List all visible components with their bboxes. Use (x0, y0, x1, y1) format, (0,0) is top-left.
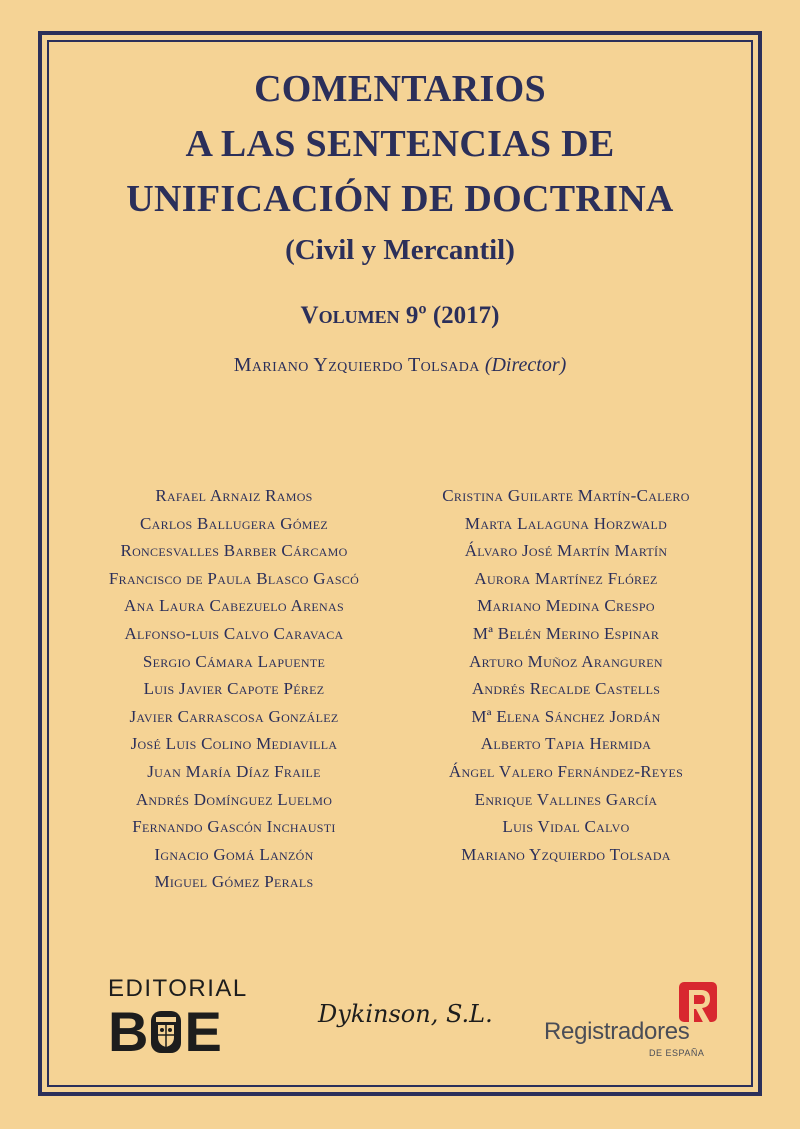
author-name: Sergio Cámara Lapuente (142, 651, 326, 671)
author-name: Miguel Gómez Perals (154, 872, 314, 892)
author-name: Ignacio Gomá Lanzón (154, 844, 314, 864)
author-name: Cristina Guilarte Martín-Calero (442, 486, 690, 505)
author-name: Mariano Medina Crespo (477, 596, 655, 616)
author-name: Arturo Muñoz Aranguren (469, 651, 663, 671)
author-name: Andrés Recalde Castells (471, 679, 661, 699)
editorial-boe-logo (108, 975, 248, 1063)
coat-of-arms-icon (149, 1009, 183, 1055)
title-line-1: COMENTARIOS (254, 68, 546, 110)
boe-letter-b: B (108, 1000, 149, 1063)
author-name: Fernando Gascón Inchausti (132, 817, 336, 837)
dykinson-logo (318, 1000, 493, 1044)
director-name: Mariano Yzquierdo Tolsada (233, 354, 480, 376)
registradores-subtitle: DE ESPAÑA (649, 1048, 705, 1058)
author-name: Juan María Díaz Fraile (147, 761, 321, 781)
author-name: Mª Belén Merino Espinar (472, 623, 660, 643)
registradores-logo (542, 980, 722, 1060)
author-name: Alberto Tapia Hermida (480, 734, 652, 754)
author-name: Luis Javier Capote Pérez (143, 679, 325, 699)
dykinson-wordmark: Dykinson, S.L. (318, 1000, 493, 1028)
director-role: (Director) (484, 354, 567, 376)
author-name: Ángel Valero Fernández-Reyes (448, 761, 684, 781)
author-name: Alfonso-luis Calvo Caravaca (124, 623, 344, 643)
subtitle: (Civil y Mercantil) (285, 234, 515, 266)
registradores-wordmark: Registradores (544, 1018, 690, 1045)
author-name: Enrique Vallines García (474, 789, 658, 809)
author-name: Álvaro José Martín Martín (464, 541, 668, 561)
author-name: Mª Elena Sánchez Jordán (471, 706, 661, 726)
author-name: Marta Lalaguna Horzwald (464, 513, 668, 533)
author-name: Mariano Yzquierdo Tolsada (461, 844, 671, 864)
author-name: Ana Laura Cabezuelo Arenas (124, 596, 344, 616)
author-name: Rafael Arnaiz Ramos (155, 486, 313, 505)
book-title (0, 62, 800, 227)
authors-left-column (64, 482, 404, 896)
author-name: Carlos Ballugera Gómez (139, 513, 329, 533)
boe-letter-e: E (184, 1000, 222, 1063)
director-line (0, 354, 800, 377)
author-name: Luis Vidal Calvo (502, 817, 630, 837)
author-name: José Luis Colino Mediavilla (130, 734, 338, 754)
author-name: Roncesvalles Barber Cárcamo (120, 541, 348, 561)
volume-label: Volumen 9º (2017) (300, 302, 500, 329)
author-name: Javier Carrascosa González (129, 706, 339, 726)
author-name: Andrés Domínguez Luelmo (135, 789, 333, 809)
boe-mark (108, 1000, 228, 1063)
author-name: Aurora Martínez Flórez (474, 568, 658, 588)
author-name: Francisco de Paula Blasco Gascó (108, 568, 360, 588)
authors-right-column (396, 482, 736, 868)
title-line-3: UNIFICACIÓN DE DOCTRINA (126, 178, 674, 220)
title-line-2: A LAS SENTENCIAS DE (185, 123, 615, 165)
boe-label: EDITORIAL (108, 975, 248, 1002)
